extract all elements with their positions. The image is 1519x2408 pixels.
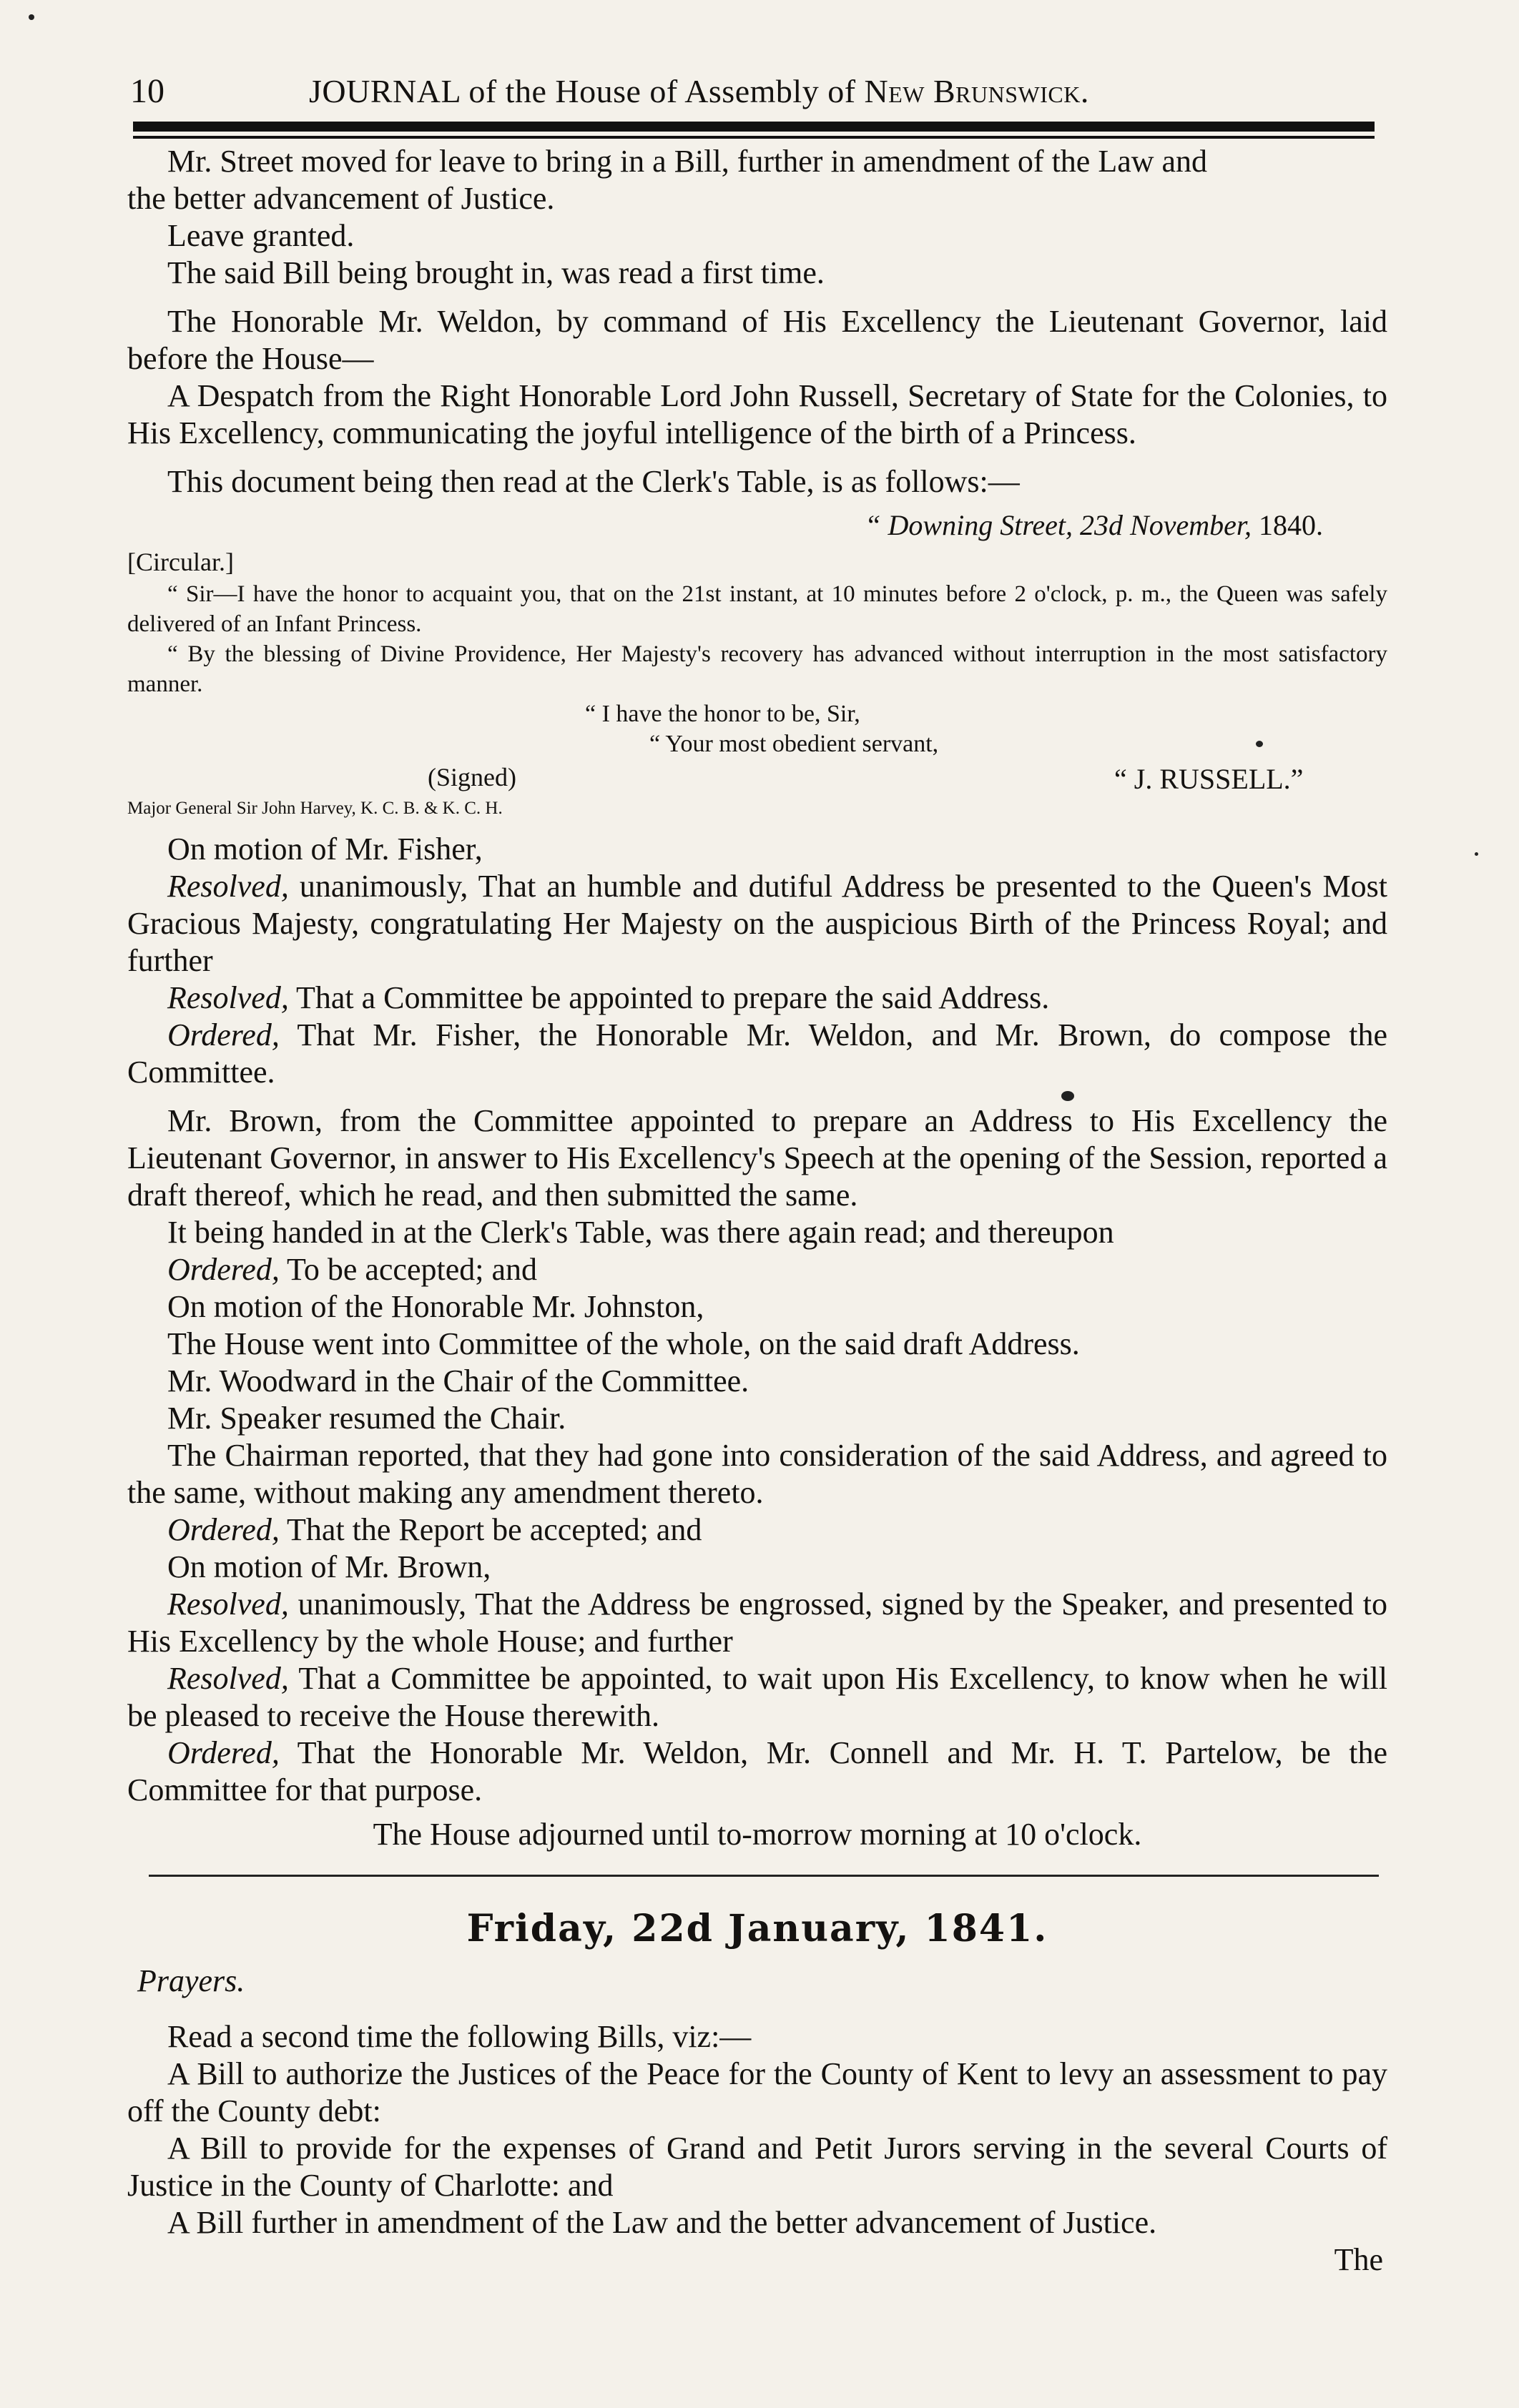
paragraph-leave: Leave granted. <box>167 218 355 253</box>
despatch-body-1: “ Sir—I have the honor to acquaint you, that on the 21st instant, at 10 minutes before 2 o'clock, p. m., the Queen was safely delivered of an Infant Princess. <box>127 581 1387 637</box>
province-name: New Brunswick. <box>864 73 1089 109</box>
dateline-place: “ Downing Street, 23d November, <box>865 509 1252 541</box>
despatch-body <box>127 579 1387 699</box>
ordered-text: To be accepted; and <box>279 1252 537 1287</box>
ink-speck <box>1475 852 1478 856</box>
house-adjourned: The House adjourned until to-morrow morning at 10 o'clock. <box>373 1817 1142 1852</box>
running-head <box>130 69 1375 114</box>
addressee: Major General Sir John Harvey, K. C. B. & K. C. H. <box>127 799 503 818</box>
resolved-engrossed <box>127 1586 1387 1660</box>
paragraph-street-line1: Mr. Street moved for leave to bring in a Bill, further in amendment of the Law and <box>167 144 1208 179</box>
catchword: The <box>1334 2242 1383 2277</box>
ink-speck <box>29 14 34 20</box>
despatch-body-2: “ By the blessing of Divine Providence, Her Majesty's recovery has advanced without interruption in the most satisfactory manner. <box>127 641 1387 697</box>
page-number: 10 <box>130 72 164 110</box>
resolved-address <box>127 868 1387 980</box>
header-rule-thick <box>133 122 1375 132</box>
despatch-dateline <box>127 506 1387 545</box>
woodward-chair: Mr. Woodward in the Chair of the Committee. <box>167 1363 749 1398</box>
ordered-report <box>127 1511 1387 1549</box>
header-rule-thin <box>133 136 1375 139</box>
paragraph-clerks-table: This document being then read at the Clerk's Table, is as follows:— <box>167 464 1020 499</box>
motion-fisher: On motion of Mr. Fisher, <box>167 832 483 867</box>
resolved-label: Resolved, <box>167 1661 289 1696</box>
ordered-label: Ordered, <box>167 1735 280 1770</box>
committee-of-whole: The House went into Committee of the whole, on the said draft Address. <box>167 1326 1080 1361</box>
ordered-accepted <box>127 1251 1387 1288</box>
journal-name: JOURNAL of the House of Assembly of <box>309 73 856 109</box>
ordered-text: That the Report be accepted; and <box>279 1512 702 1547</box>
ordered-text: That the Honorable Mr. Weldon, Mr. Connell and Mr. H. T. Partelow, be the Committee for that purpose. <box>127 1735 1387 1807</box>
paragraph-first-reading: The said Bill being brought in, was read a first time. <box>167 255 825 290</box>
speaker-resumed: Mr. Speaker resumed the Chair. <box>167 1401 566 1436</box>
ordered-weldon-committee <box>127 1735 1387 1809</box>
prayers: Prayers. <box>137 1963 245 1998</box>
resolved-label: Resolved, <box>167 869 289 904</box>
bill-jurors: A Bill to provide for the expenses of Grand and Petit Jurors serving in the several Courts of Justice in the County of Charlotte: and <box>127 2131 1387 2203</box>
resolved-label: Resolved, <box>167 980 289 1015</box>
motions-block <box>127 831 1387 1853</box>
paragraph-handed-in: It being handed in at the Clerk's Table, was there again read; and thereupon <box>167 1215 1114 1250</box>
motion-brown: On motion of Mr. Brown, <box>167 1549 491 1584</box>
paragraph-brown-report: Mr. Brown, from the Committee appointed to prepare an Address to His Excellency the Lieutenant Governor, in answer to His Excellency's Speech at the opening of the Session, reported a draft thereof, which he read, and then submitted the same. <box>127 1103 1387 1213</box>
signature-row <box>127 759 1387 795</box>
ordered-label: Ordered, <box>167 1252 280 1287</box>
chairman-reported: The Chairman reported, that they had gone into consideration of the said Address, and agreed to the same, without making any amendment thereto. <box>127 1438 1387 1510</box>
signature: “ J. RUSSELL.” <box>1114 763 1304 795</box>
ordered-label: Ordered, <box>167 1017 280 1052</box>
resolved-text: That a Committee be appointed to prepare the said Address. <box>288 980 1050 1015</box>
resolved-committee <box>127 980 1387 1017</box>
page-body <box>127 143 1387 2279</box>
resolved-wait-upon <box>127 1660 1387 1735</box>
ordered-committee <box>127 1017 1387 1091</box>
bill-justice: A Bill further in amendment of the Law and the better advancement of Justice. <box>167 2205 1157 2240</box>
despatch-closing-1: “ I have the honor to be, Sir, <box>585 701 860 727</box>
resolved-text: That a Committee be appointed, to wait upon His Excellency, to know when he will be pleased to receive the House therewith. <box>127 1661 1387 1733</box>
day-heading: Friday, 22d January, 1841. <box>466 1907 1048 1950</box>
ordered-text: That Mr. Fisher, the Honorable Mr. Weldon, and Mr. Brown, do compose the Committee. <box>127 1017 1387 1090</box>
resolved-text: unanimously, That an humble and dutiful Address be presented to the Queen's Most Gracious Majesty, congratulating Her Majesty on the auspicious Birth of the Princess Royal; and further <box>127 869 1387 978</box>
motion-johnston: On motion of the Honorable Mr. Johnston, <box>167 1289 704 1324</box>
circular-label: [Circular.] <box>127 548 234 576</box>
bill-kent: A Bill to authorize the Justices of the Peace for the County of Kent to levy an assessment to pay off the County debt: <box>127 2056 1387 2128</box>
paragraph-despatch: A Despatch from the Right Honorable Lord John Russell, Secretary of State for the Colonies, to His Excellency, communicating the joyful intelligence of the birth of a Princess. <box>127 378 1387 450</box>
section-separator <box>149 1875 1379 1877</box>
paragraph-weldon: The Honorable Mr. Weldon, by command of His Excellency the Lieutenant Governor, laid before the House— <box>127 304 1387 376</box>
resolved-label: Resolved, <box>167 1587 289 1622</box>
ordered-label: Ordered, <box>167 1512 280 1547</box>
despatch-closing-2: “ Your most obedient servant, <box>649 731 939 757</box>
signed-label: (Signed) <box>428 763 516 791</box>
paragraph-street-line2: the better advancement of Justice. <box>127 181 555 216</box>
journal-title <box>309 69 1089 114</box>
resolved-text: unanimously, That the Address be engrossed, signed by the Speaker, and presented to His Excellency by the whole House; and further <box>127 1587 1387 1659</box>
dateline-year: 1840. <box>1259 509 1323 541</box>
second-reading-intro: Read a second time the following Bills, viz:— <box>167 2019 752 2054</box>
